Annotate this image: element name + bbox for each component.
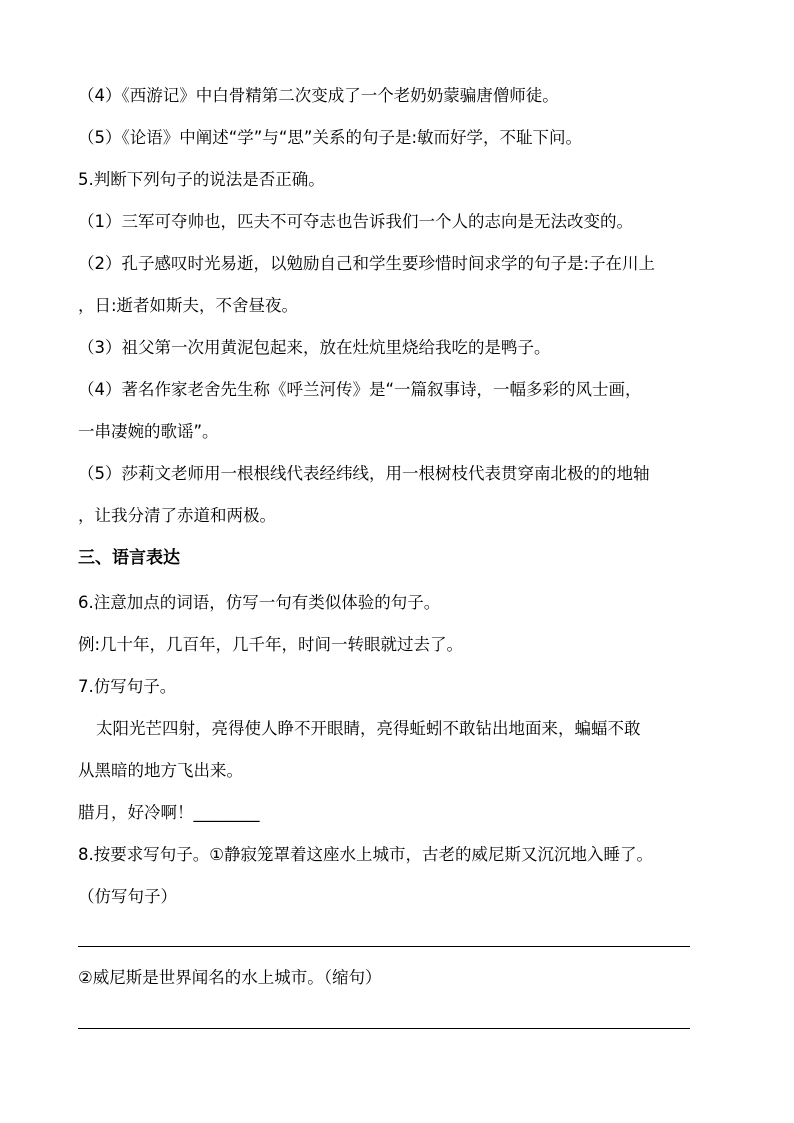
- question-5-title: 5.判断下列句子的说法是否正确。: [78, 170, 325, 189]
- question-6-title: 6.注意加点的词语，仿写一句有类似体验的句子。: [78, 593, 441, 612]
- q5-item-5: （5）莎莉文老师用一根根线代表经纬线，用一根树枝代表贯穿南北极的的地轴: [78, 464, 650, 483]
- q5-item-2: （2）孔子感叹时光易逝，以勉励自己和学生要珍惜时间求学的句子是:子在川上: [78, 254, 656, 273]
- question-6-example: 例:几十年，几百年，几千年，时间一转眼就过去了。: [78, 635, 464, 654]
- section-heading-language-expression: 三、语言表达: [78, 548, 180, 568]
- q8-part-1-answer-line[interactable]: [78, 946, 690, 947]
- q7-answer-prompt: 腊月，好冷啊！________: [78, 803, 260, 822]
- item-5-analects: （5）《论语》中阐述“学”与“思”关系的句子是:敏而好学，不耻下问。: [78, 128, 582, 147]
- q5-item-3: （3）祖父第一次用黄泥包起来，放在灶炕里烧给我吃的是鸭子。: [78, 338, 551, 357]
- q7-sample-sentence-cont: 从黑暗的地方飞出来。: [78, 761, 243, 780]
- question-7-title: 7.仿写句子。: [78, 677, 177, 696]
- q8-part-2: ②威尼斯是世界闻名的水上城市。（缩句）: [78, 968, 382, 987]
- q5-item-2-cont: ，日:逝者如斯夫，不舍昼夜。: [78, 296, 299, 315]
- question-8-title: 8.按要求写句子。①静寂笼罩着这座水上城市，古老的威尼斯又沉沉地入睡了。: [78, 845, 654, 864]
- q5-item-1: （1）三军可夺帅也，匹夫不可夺志也告诉我们一个人的志向是无法改变的。: [78, 212, 633, 231]
- q5-item-4-cont: 一串凄婉的歌谣”。: [78, 422, 219, 441]
- q5-item-5-cont: ，让我分清了赤道和两极。: [78, 506, 276, 525]
- item-4-journey-west: （4）《西游记》中白骨精第二次变成了一个老奶奶蒙骗唐僧师徒。: [78, 86, 559, 105]
- q5-item-4: （4）著名作家老舍先生称《呼兰河传》是“一篇叙事诗，一幅多彩的风士画，: [78, 380, 642, 399]
- q8-part-2-answer-line[interactable]: [78, 1028, 690, 1029]
- q7-sample-sentence: 太阳光芒四射，亮得使人睁不开眼睛，亮得蚯蚓不敢钻出地面来，蝙蝠不敢: [96, 719, 641, 738]
- q8-part-1-instruction: （仿写句子）: [78, 887, 177, 906]
